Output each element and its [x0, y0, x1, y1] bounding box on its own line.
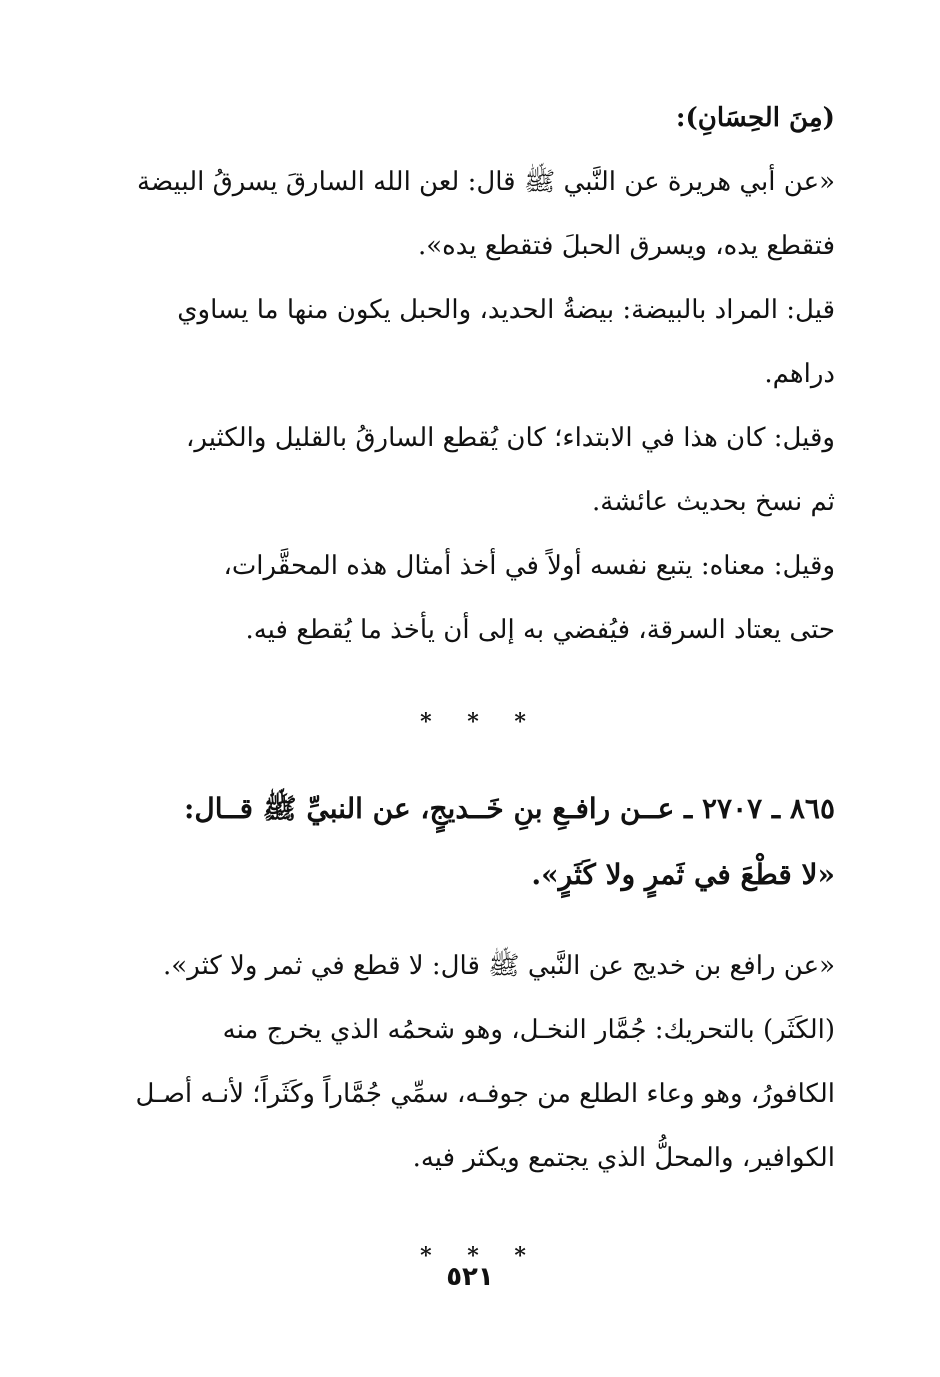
section-separator: * * * [420, 1243, 540, 1269]
paragraph [125, 150, 835, 278]
hadith-line: ٨٦٥ ـ ٢٧٠٧ ـ عــن رافـعِ بنِ خَــديجٍ، عن النبيِّ ﷺ قــال: [184, 792, 835, 825]
text-line: فتقطع يده، ويسرق الحبلَ فتقطع يده». [417, 231, 835, 261]
text-line: الكافورُ، وهو وعاء الطلع من جوفـه، سمِّي جُمَّاراً وكَثَراً؛ لأنـه أصـل [135, 1079, 835, 1109]
text-line: حتى يعتاد السرقة، فيُفضي به إلى أن يأخذ ما يُقطع فيه. [245, 615, 835, 645]
commentary-paragraph [125, 998, 835, 1190]
paragraph [125, 534, 835, 662]
hadith-text [125, 776, 835, 908]
text-line: الكوافير، والمحلُّ الذي يجتمع ويكثر فيه. [412, 1143, 835, 1173]
paragraph [125, 278, 835, 406]
text-line: «عن رافع بن خديج عن النَّبي ﷺ قال: لا قطع في ثمر ولا كثر». [163, 951, 835, 981]
text-line: وقيل: معناه: يتبع نفسه أولاً في أخذ أمثال هذه المحقَّرات، [223, 551, 835, 581]
text-line: ثم نسخ بحديث عائشة. [591, 487, 835, 517]
section-separator: * * * [420, 709, 540, 735]
text-line: قيل: المراد بالبيضة: بيضةُ الحديد، والحبل يكون منها ما يساوي [177, 295, 835, 325]
hadith-line: «لا قطْعَ في ثَمرٍ ولا كَثَرٍ». [531, 858, 835, 891]
page-body [125, 86, 835, 1310]
commentary-paragraph [125, 934, 835, 998]
text-line: «عن أبي هريرة عن النَّبي ﷺ قال: لعن الله السارقَ يسرقُ البيضة [137, 167, 835, 197]
text-line: دراهم. [764, 359, 835, 389]
page-number: ٥٢١ [446, 1262, 494, 1292]
section-heading: (مِنَ الحِسَانِ): [675, 103, 835, 133]
paragraph [125, 406, 835, 534]
text-line: (الكَثَر) بالتحريك: جُمَّار النخـل، وهو شحمُه الذي يخرج منه [222, 1015, 835, 1045]
text-line: وقيل: كان هذا في الابتداء؛ كان يُقطع السارقُ بالقليل والكثير، [185, 423, 835, 453]
